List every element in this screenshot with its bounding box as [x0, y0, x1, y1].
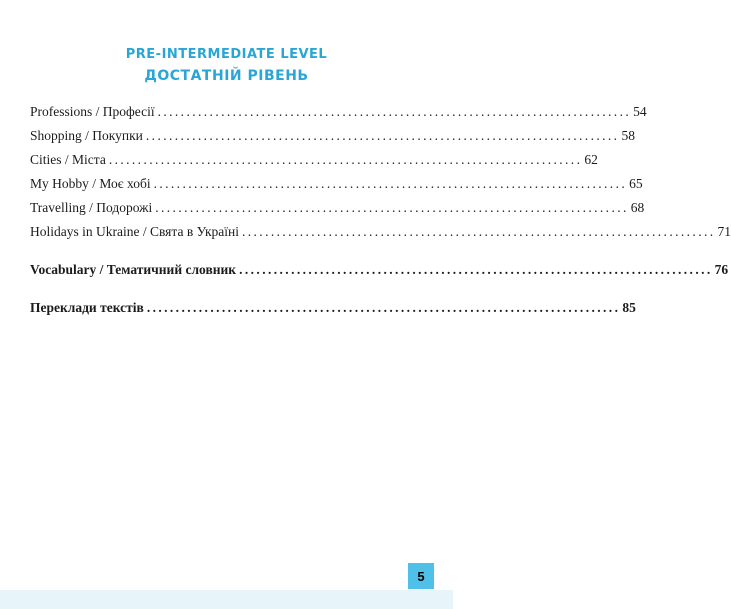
toc-entry-title: Переклади текстів: [30, 300, 144, 315]
dot-leader: ..................................................................................: [155, 200, 629, 215]
dot-leader: ..................................................................................: [108, 152, 583, 167]
toc-entry-page: 62: [584, 152, 598, 167]
toc-entry-professions[interactable]: [30, 103, 647, 121]
toc-entry-page: 65: [629, 176, 643, 191]
toc-entry-cities[interactable]: [30, 151, 598, 169]
toc-entry-page: 76: [714, 262, 729, 277]
footer-band: [0, 590, 453, 609]
dot-leader: ..................................................................................: [239, 262, 713, 277]
dot-leader: ..................................................................................: [145, 128, 620, 143]
toc-entry-my-hobby[interactable]: [30, 175, 643, 193]
page-number: 5: [417, 568, 425, 584]
toc-entry-title: Cities / Міста: [30, 152, 106, 167]
toc-entry-title: Travelling / Подорожі: [30, 200, 153, 215]
page-number-badge: [408, 563, 434, 589]
toc-entry-title: Professions / Професії: [30, 104, 155, 119]
toc-entry-holidays-in-ukraine[interactable]: [30, 223, 731, 241]
dot-leader: ..................................................................................: [153, 176, 628, 191]
toc-entry-translations[interactable]: [30, 299, 636, 317]
toc-entry-title: Vocabulary / Тематичний словник: [30, 262, 237, 277]
toc-entry-page: 68: [630, 200, 645, 215]
toc-entry-vocabulary[interactable]: [30, 261, 729, 279]
toc-entry-page: 71: [717, 224, 731, 239]
toc-entry-travelling[interactable]: [30, 199, 645, 217]
dot-leader: ..................................................................................: [146, 300, 621, 315]
toc-entry-shopping[interactable]: [30, 127, 635, 145]
dot-leader: ..................................................................................: [157, 104, 632, 119]
toc-entry-page: 58: [621, 128, 635, 143]
toc-entry-title: Shopping / Покупки: [30, 128, 143, 143]
section-heading: [0, 46, 453, 86]
level-title-english: PRE-INTERMEDIATE LEVEL: [125, 47, 328, 62]
toc-entry-page: 85: [622, 300, 636, 315]
toc-entry-page: 54: [633, 104, 647, 119]
dot-leader: ..................................................................................: [241, 224, 716, 239]
toc-entry-title: My Hobby / Моє хобі: [30, 176, 151, 191]
toc-entry-title: Holidays in Ukraine / Свята в Україні: [30, 224, 239, 239]
level-title-ukrainian: ДОСТАТНІЙ РІВЕНЬ: [144, 68, 309, 84]
